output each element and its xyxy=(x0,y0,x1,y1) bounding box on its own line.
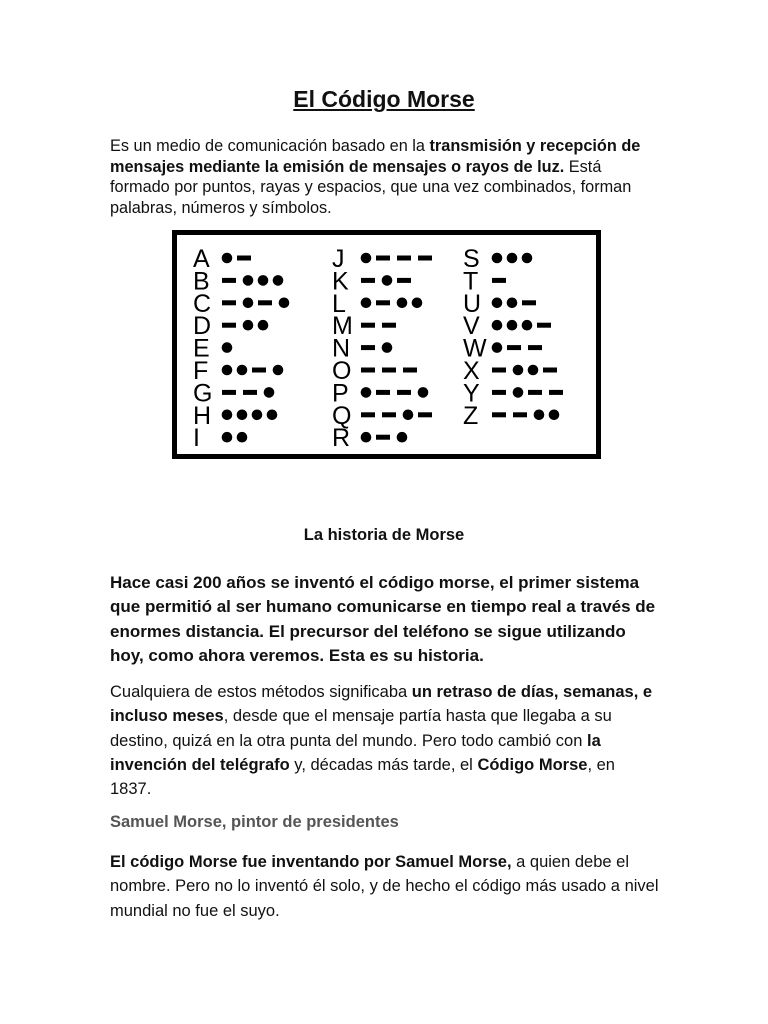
morse-dash xyxy=(222,300,236,305)
morse-dot xyxy=(222,432,233,443)
text-run: y, décadas más tarde, el xyxy=(289,755,478,774)
morse-dash xyxy=(361,323,375,328)
morse-letter: T xyxy=(463,267,479,296)
morse-dash xyxy=(522,300,536,305)
morse-letter: O xyxy=(332,357,352,385)
morse-dot xyxy=(361,253,372,264)
morse-dot xyxy=(507,298,518,309)
text-run: , desde que el mensaje partía hasta que llegaba a su destino, quizá en la otra punta del mundo. Pero todo cambió con xyxy=(110,707,612,750)
morse-letter: P xyxy=(332,379,349,408)
bold-text-run: Código Morse xyxy=(477,755,588,774)
morse-dot xyxy=(534,410,545,421)
morse-letter: A xyxy=(193,245,210,273)
morse-dash xyxy=(258,300,272,305)
morse-letter: Q xyxy=(332,401,352,430)
morse-letter: B xyxy=(193,267,210,296)
morse-dot xyxy=(492,253,503,264)
morse-letter: Z xyxy=(463,401,479,430)
morse-dash xyxy=(492,390,506,395)
morse-dash xyxy=(252,368,266,373)
morse-letter: C xyxy=(193,289,212,318)
morse-dot xyxy=(412,298,423,309)
morse-dash xyxy=(543,368,557,373)
morse-dash xyxy=(382,323,396,328)
morse-dash xyxy=(361,345,375,350)
morse-dash xyxy=(507,345,521,350)
morse-dash xyxy=(382,368,396,373)
morse-dash xyxy=(361,412,375,417)
morse-dot xyxy=(361,432,372,443)
bold-text-run: El código Morse fue inventando por Samuel Morse, xyxy=(110,853,512,871)
morse-dash xyxy=(222,323,236,328)
morse-dash xyxy=(403,368,417,373)
morse-dot xyxy=(507,253,518,264)
morse-dash xyxy=(528,390,542,395)
morse-dot xyxy=(243,320,254,331)
morse-dash xyxy=(382,412,396,417)
morse-dot xyxy=(252,410,263,421)
morse-dot xyxy=(243,275,254,286)
text-run: Está formado por puntos, rayas y espacios, que una vez combinados, forman palabras, números y símbolos. xyxy=(110,157,632,217)
morse-dot xyxy=(273,275,284,286)
morse-dot xyxy=(397,432,408,443)
morse-dash xyxy=(237,256,251,261)
morse-dash xyxy=(222,278,236,283)
morse-letter: J xyxy=(332,245,345,273)
morse-dot xyxy=(243,298,254,309)
morse-dot xyxy=(258,275,269,286)
morse-dot xyxy=(418,387,429,398)
morse-letter: N xyxy=(332,334,351,363)
morse-dash xyxy=(537,323,551,328)
morse-letter: F xyxy=(193,357,209,385)
history-paragraph-1: Hace casi 200 años se inventó el código morse, el primer sistema que permitió al ser humano comunicarse en tiempo real a través de enormes distancia. El precursor del teléfono se sigue utilizando hoy, como ahora veremos. Esta es su historia. xyxy=(110,573,656,665)
morse-dot xyxy=(222,253,233,264)
text-run: a quien debe el nombre. Pero no lo inventó él solo, y de hecho el código más usado a nivel mundial no fue el suyo. xyxy=(110,853,659,920)
morse-dot xyxy=(361,298,372,309)
morse-dash xyxy=(397,256,411,261)
morse-dot xyxy=(267,410,278,421)
morse-letter: E xyxy=(193,334,210,363)
history-paragraph-3 xyxy=(110,850,660,923)
morse-dash xyxy=(361,278,375,283)
bold-text-run: transmisión y recepción de mensajes mediante la emisión de mensajes o rayos de luz. xyxy=(110,137,641,176)
morse-dot xyxy=(397,298,408,309)
morse-letter: H xyxy=(193,401,212,430)
history-paragraph-2 xyxy=(110,680,660,801)
morse-dot xyxy=(492,298,503,309)
morse-dot xyxy=(522,253,533,264)
morse-dash xyxy=(492,368,506,373)
morse-letter: M xyxy=(332,312,353,341)
morse-letter: W xyxy=(463,334,487,363)
morse-dot xyxy=(237,365,248,376)
morse-dot xyxy=(382,342,393,353)
morse-letter: U xyxy=(463,289,482,318)
bold-text-run: la invención del telégrafo xyxy=(110,731,601,774)
morse-dash xyxy=(243,390,257,395)
morse-letter: S xyxy=(463,245,480,273)
morse-dot xyxy=(403,410,414,421)
morse-dot xyxy=(507,320,518,331)
morse-dash xyxy=(549,390,563,395)
intro-paragraph xyxy=(110,136,660,218)
bold-text-run: un retraso de días, semanas, e incluso meses xyxy=(110,683,653,726)
morse-dot xyxy=(222,365,233,376)
text-run: Cualquiera de estos métodos significaba xyxy=(110,683,412,701)
morse-dot xyxy=(222,342,233,353)
morse-dot xyxy=(237,410,248,421)
morse-dash xyxy=(513,412,527,417)
document-title: El Código Morse xyxy=(293,86,475,112)
morse-dash xyxy=(222,390,236,395)
morse-letter: K xyxy=(332,267,349,296)
morse-dot xyxy=(279,298,290,309)
morse-dash xyxy=(492,278,506,283)
morse-dot xyxy=(264,387,275,398)
morse-dot xyxy=(513,365,524,376)
morse-dot xyxy=(237,432,248,443)
morse-dot xyxy=(528,365,539,376)
morse-dash xyxy=(376,300,390,305)
morse-dash xyxy=(397,278,411,283)
morse-dash xyxy=(528,345,542,350)
morse-dash xyxy=(376,390,390,395)
morse-dot xyxy=(522,320,533,331)
morse-letter: L xyxy=(332,289,346,318)
morse-dot xyxy=(513,387,524,398)
morse-dash xyxy=(418,412,432,417)
morse-dot xyxy=(222,410,233,421)
morse-letter: R xyxy=(332,424,351,453)
morse-alphabet-figure xyxy=(172,230,601,459)
morse-dot xyxy=(492,320,503,331)
morse-dot xyxy=(492,342,503,353)
morse-dash xyxy=(492,412,506,417)
morse-dash xyxy=(376,256,390,261)
morse-letter: Y xyxy=(463,379,480,408)
morse-dash xyxy=(397,390,411,395)
morse-letter: I xyxy=(193,424,200,453)
morse-dash xyxy=(376,435,390,440)
text-run: Es un medio de comunicación basado en la xyxy=(110,137,430,155)
section-heading-samuel-morse: Samuel Morse, pintor de presidentes xyxy=(110,813,399,831)
section-subtitle: La historia de Morse xyxy=(303,526,465,544)
morse-dash xyxy=(361,368,375,373)
morse-dot xyxy=(382,275,393,286)
morse-letter: V xyxy=(463,312,480,341)
morse-letter: G xyxy=(193,379,213,408)
morse-alphabet-chart xyxy=(177,235,596,454)
text-run: , en 1837. xyxy=(110,755,615,799)
morse-dot xyxy=(361,387,372,398)
morse-letter: D xyxy=(193,312,212,341)
morse-dot xyxy=(549,410,560,421)
morse-dot xyxy=(273,365,284,376)
morse-dot xyxy=(258,320,269,331)
morse-dash xyxy=(418,256,432,261)
morse-letter: X xyxy=(463,357,480,385)
